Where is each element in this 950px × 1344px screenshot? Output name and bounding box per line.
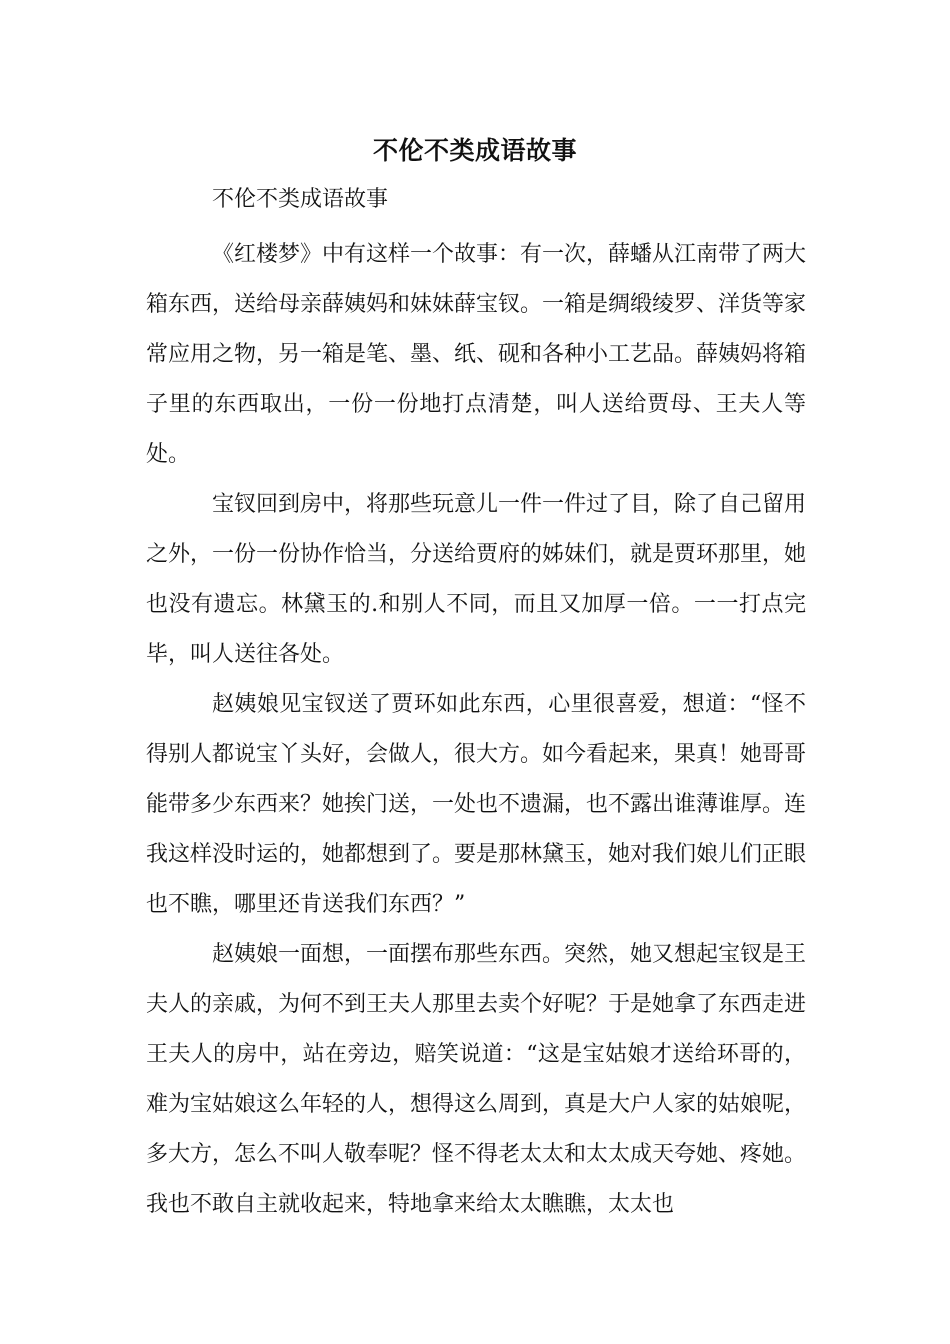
document-body — [146, 230, 806, 1230]
paragraph-4: 赵姨娘一面想，一面摆布那些东西。突然，她又想起宝钗是王夫人的亲戚，为何不到王夫人那里去卖个好呢？于是她拿了东西走进王夫人的房中，站在旁边，赔笑说道：“这是宝姑娘才送给环哥的，难为宝姑娘这么年轻的人，想得这么周到，真是大户人家的姑娘呢，多大方，怎么不叫人敬奉呢？怪不得老太太和太太成天夸她、疼她。我也不敢自主就收起来，特地拿来给太太瞧瞧，太太也 — [146, 942, 807, 1217]
paragraph-2: 宝钗回到房中，将那些玩意儿一件一件过了目，除了自己留用之外，一份一份协作恰当，分送给贾府的姊妹们，就是贾环那里，她也没有遗忘。林黛玉的.和别人不同，而且又加厚一倍。一一打点完毕，叫人送往各处。 — [146, 492, 807, 667]
paragraph-3: 赵姨娘见宝钗送了贾环如此东西，心里很喜爱，想道：“怪不得别人都说宝丫头好，会做人，很大方。如今看起来，果真！她哥哥能带多少东西来？她挨门送，一处也不遗漏，也不露出谁薄谁厚。连我这样没时运的，她都想到了。要是那林黛玉，她对我们娘儿们正眼也不瞧，哪里还肯送我们东西？” — [146, 692, 807, 917]
document-title: 不伦不类成语故事 — [372, 136, 577, 165]
document-subtitle: 不伦不类成语故事 — [212, 187, 389, 212]
paragraph-1: 《红楼梦》中有这样一个故事：有一次，薛蟠从江南带了两大箱东西，送给母亲薛姨妈和妹妹薛宝钗。一箱是绸缎绫罗、洋货等家常应用之物，另一箱是笔、墨、纸、砚和各种小工艺品。薛姨妈将箱子里的东西取出，一份一份地打点清楚，叫人送给贾母、王夫人等处。 — [146, 242, 807, 467]
